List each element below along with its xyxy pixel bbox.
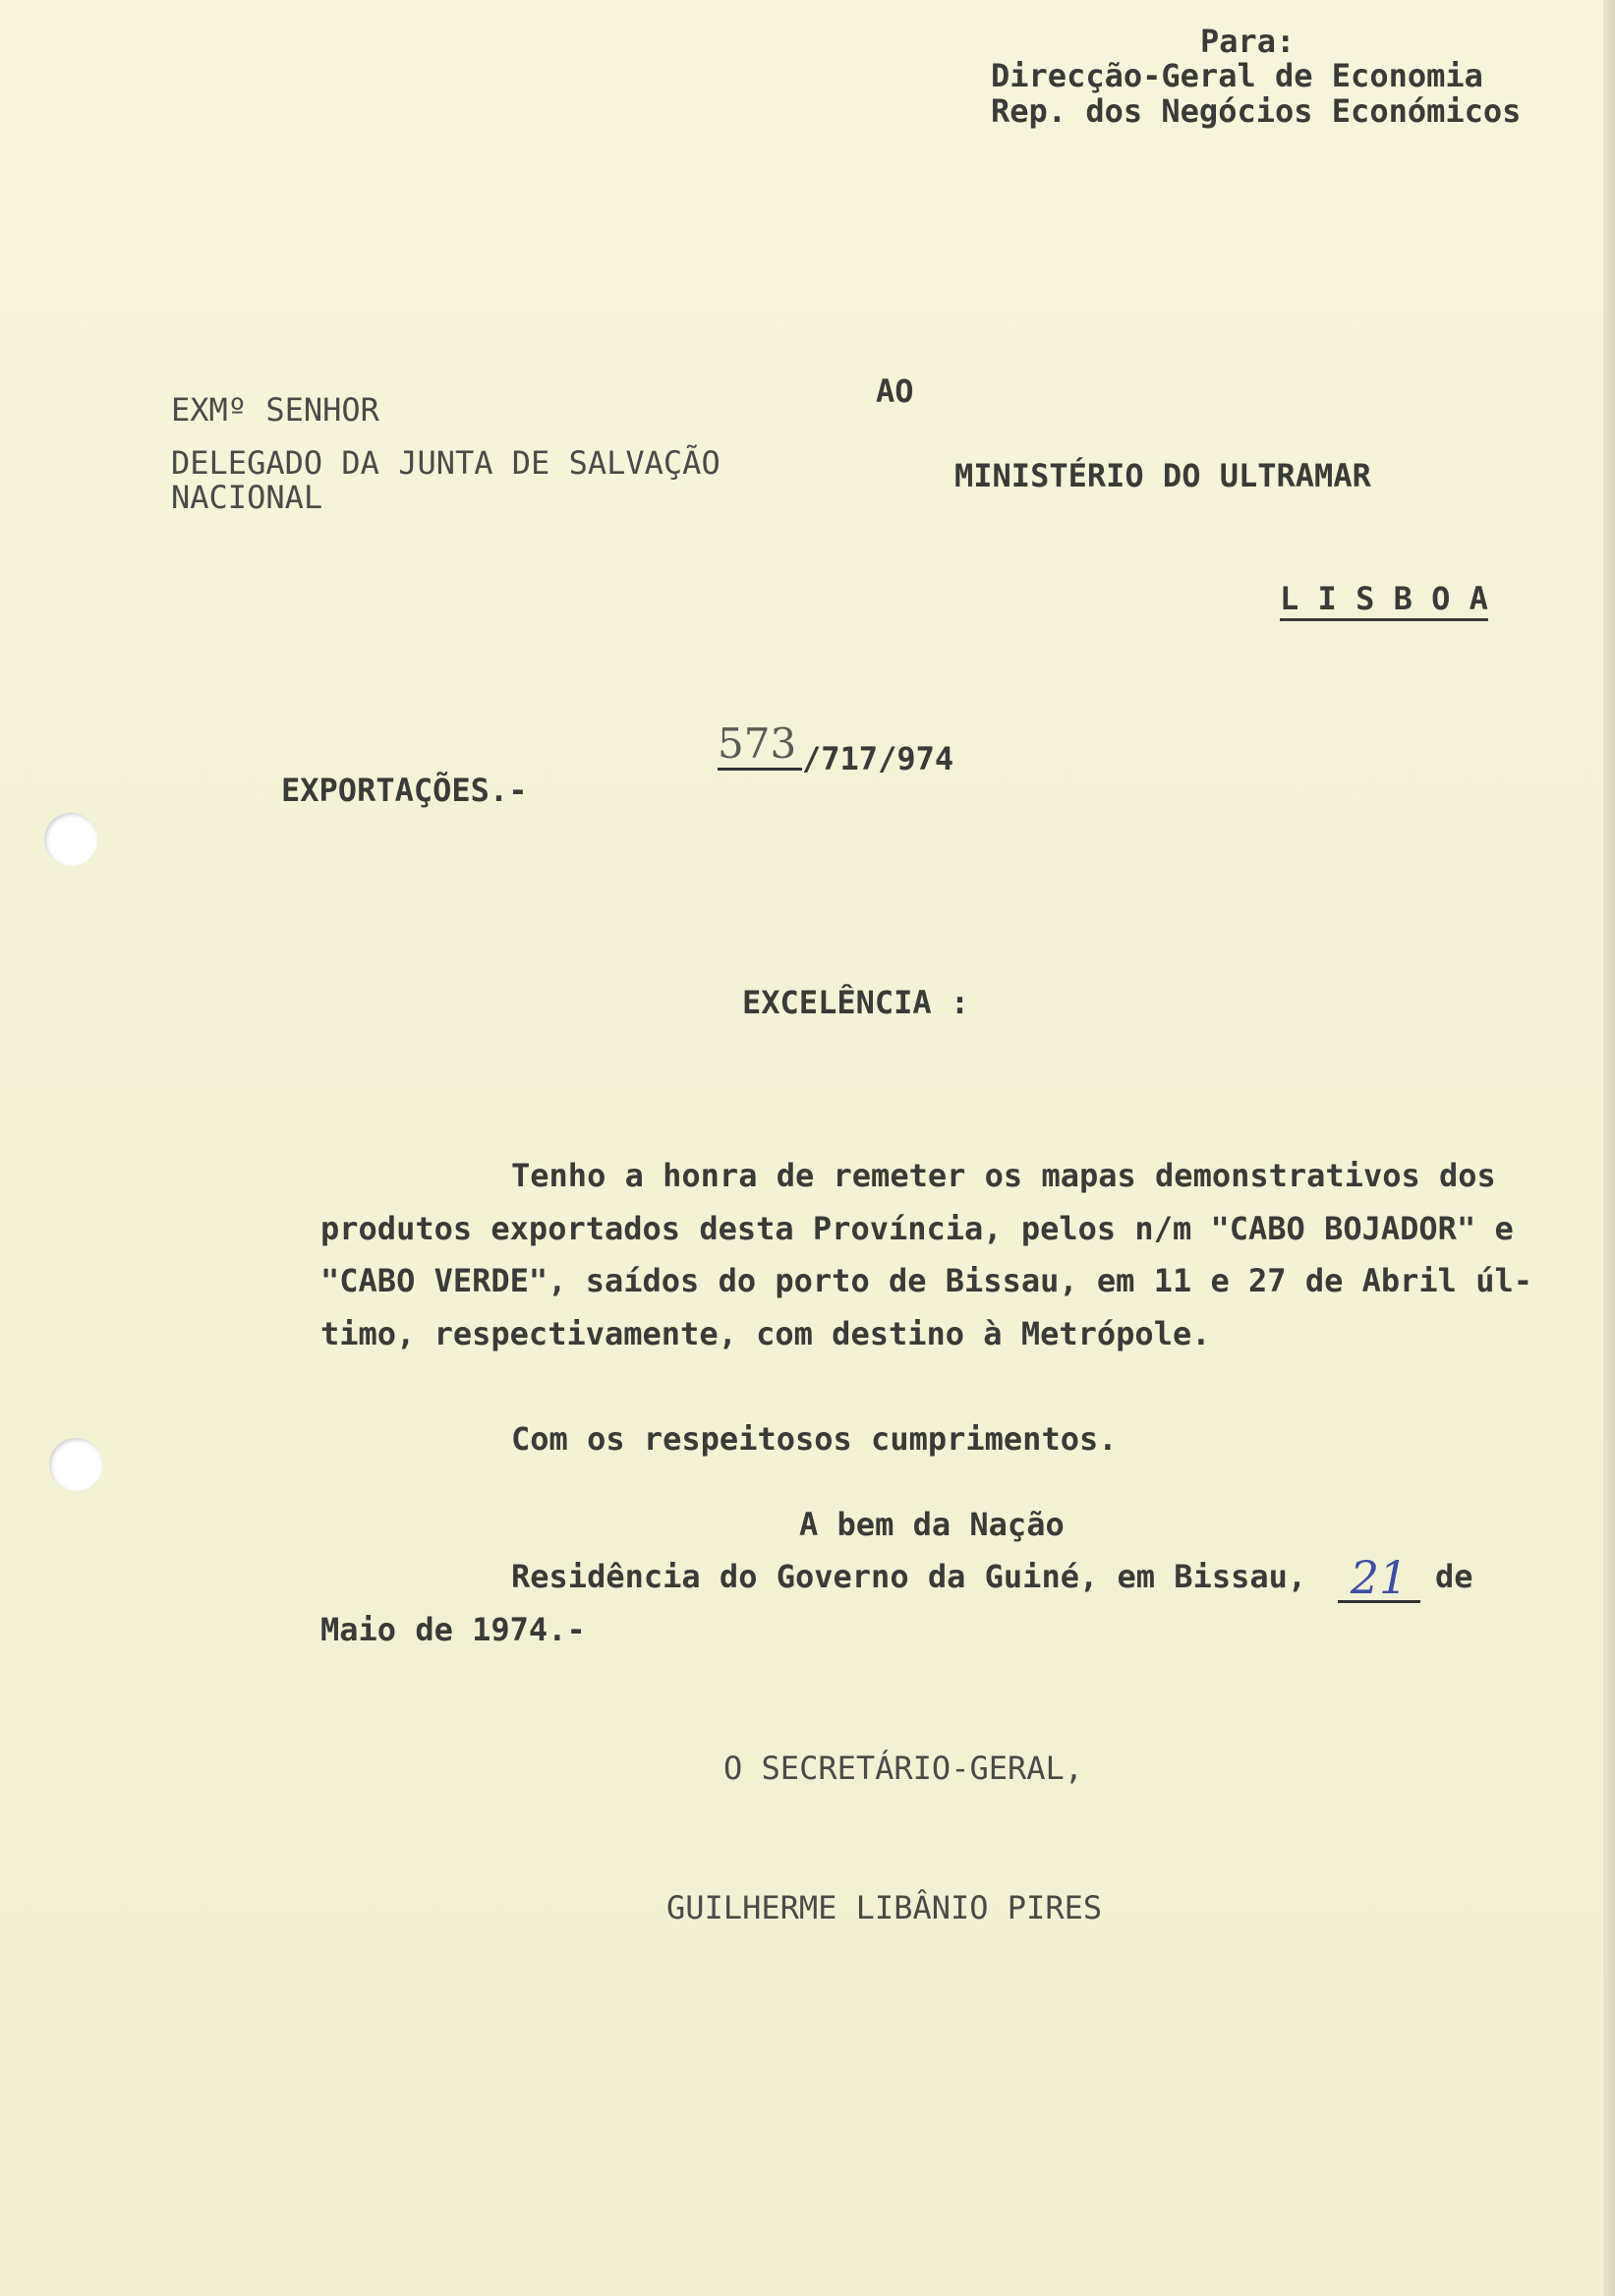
paragraph-line-1: Tenho a honra de remeter os mapas demonstrativos dos: [511, 1157, 1496, 1194]
addressee-title-line-2: NACIONAL: [171, 479, 323, 516]
place-prefix: Residência do Governo da Guiné, em Bissau,: [511, 1558, 1307, 1595]
signatory-name: GUILHERME LIBÂNIO PIRES: [666, 1889, 1103, 1926]
routing-line-1: Direcção-Geral de Economia: [991, 57, 1483, 94]
handwritten-day: 21: [1338, 1555, 1420, 1603]
closing-line: Com os respeitosos cumprimentos.: [511, 1420, 1118, 1458]
page-edge: [1603, 0, 1615, 2296]
addressee-ao: AO: [876, 373, 914, 410]
paragraph-line-3: "CABO VERDE", saídos do porto de Bissau, em 11 e 27 de Abril úl-: [320, 1262, 1532, 1299]
subject-line: EXPORTAÇÕES.-: [281, 772, 528, 809]
paragraph-line-2: produtos exportados desta Província, pelos n/m "CABO BOJADOR" e: [320, 1210, 1514, 1247]
routing-to-label: Para:: [1200, 23, 1296, 60]
reference-number-stamp: 573: [718, 720, 802, 771]
ministry-name: MINISTÉRIO DO ULTRAMAR: [954, 457, 1371, 494]
punch-hole-top: [44, 813, 97, 866]
punch-hole-bottom: [49, 1438, 102, 1491]
motto: A bem da Nação: [799, 1506, 1065, 1543]
date-line: Maio de 1974.-: [320, 1611, 586, 1648]
greeting: EXCELÊNCIA :: [742, 984, 970, 1021]
place-suffix: de: [1435, 1558, 1473, 1595]
city-name: L I S B O A: [1280, 580, 1488, 617]
paragraph-line-4: timo, respectivamente, com destino à Metrópole.: [320, 1315, 1211, 1352]
signatory-title: O SECRETÁRIO-GERAL,: [723, 1750, 1084, 1787]
routing-line-2: Rep. dos Negócios Económicos: [991, 92, 1522, 130]
addressee-title-line-1: DELEGADO DA JUNTA DE SALVAÇÃO: [171, 444, 721, 482]
reference-number-suffix: /717/974: [802, 740, 954, 777]
salutation: EXMº SENHOR: [171, 391, 379, 429]
